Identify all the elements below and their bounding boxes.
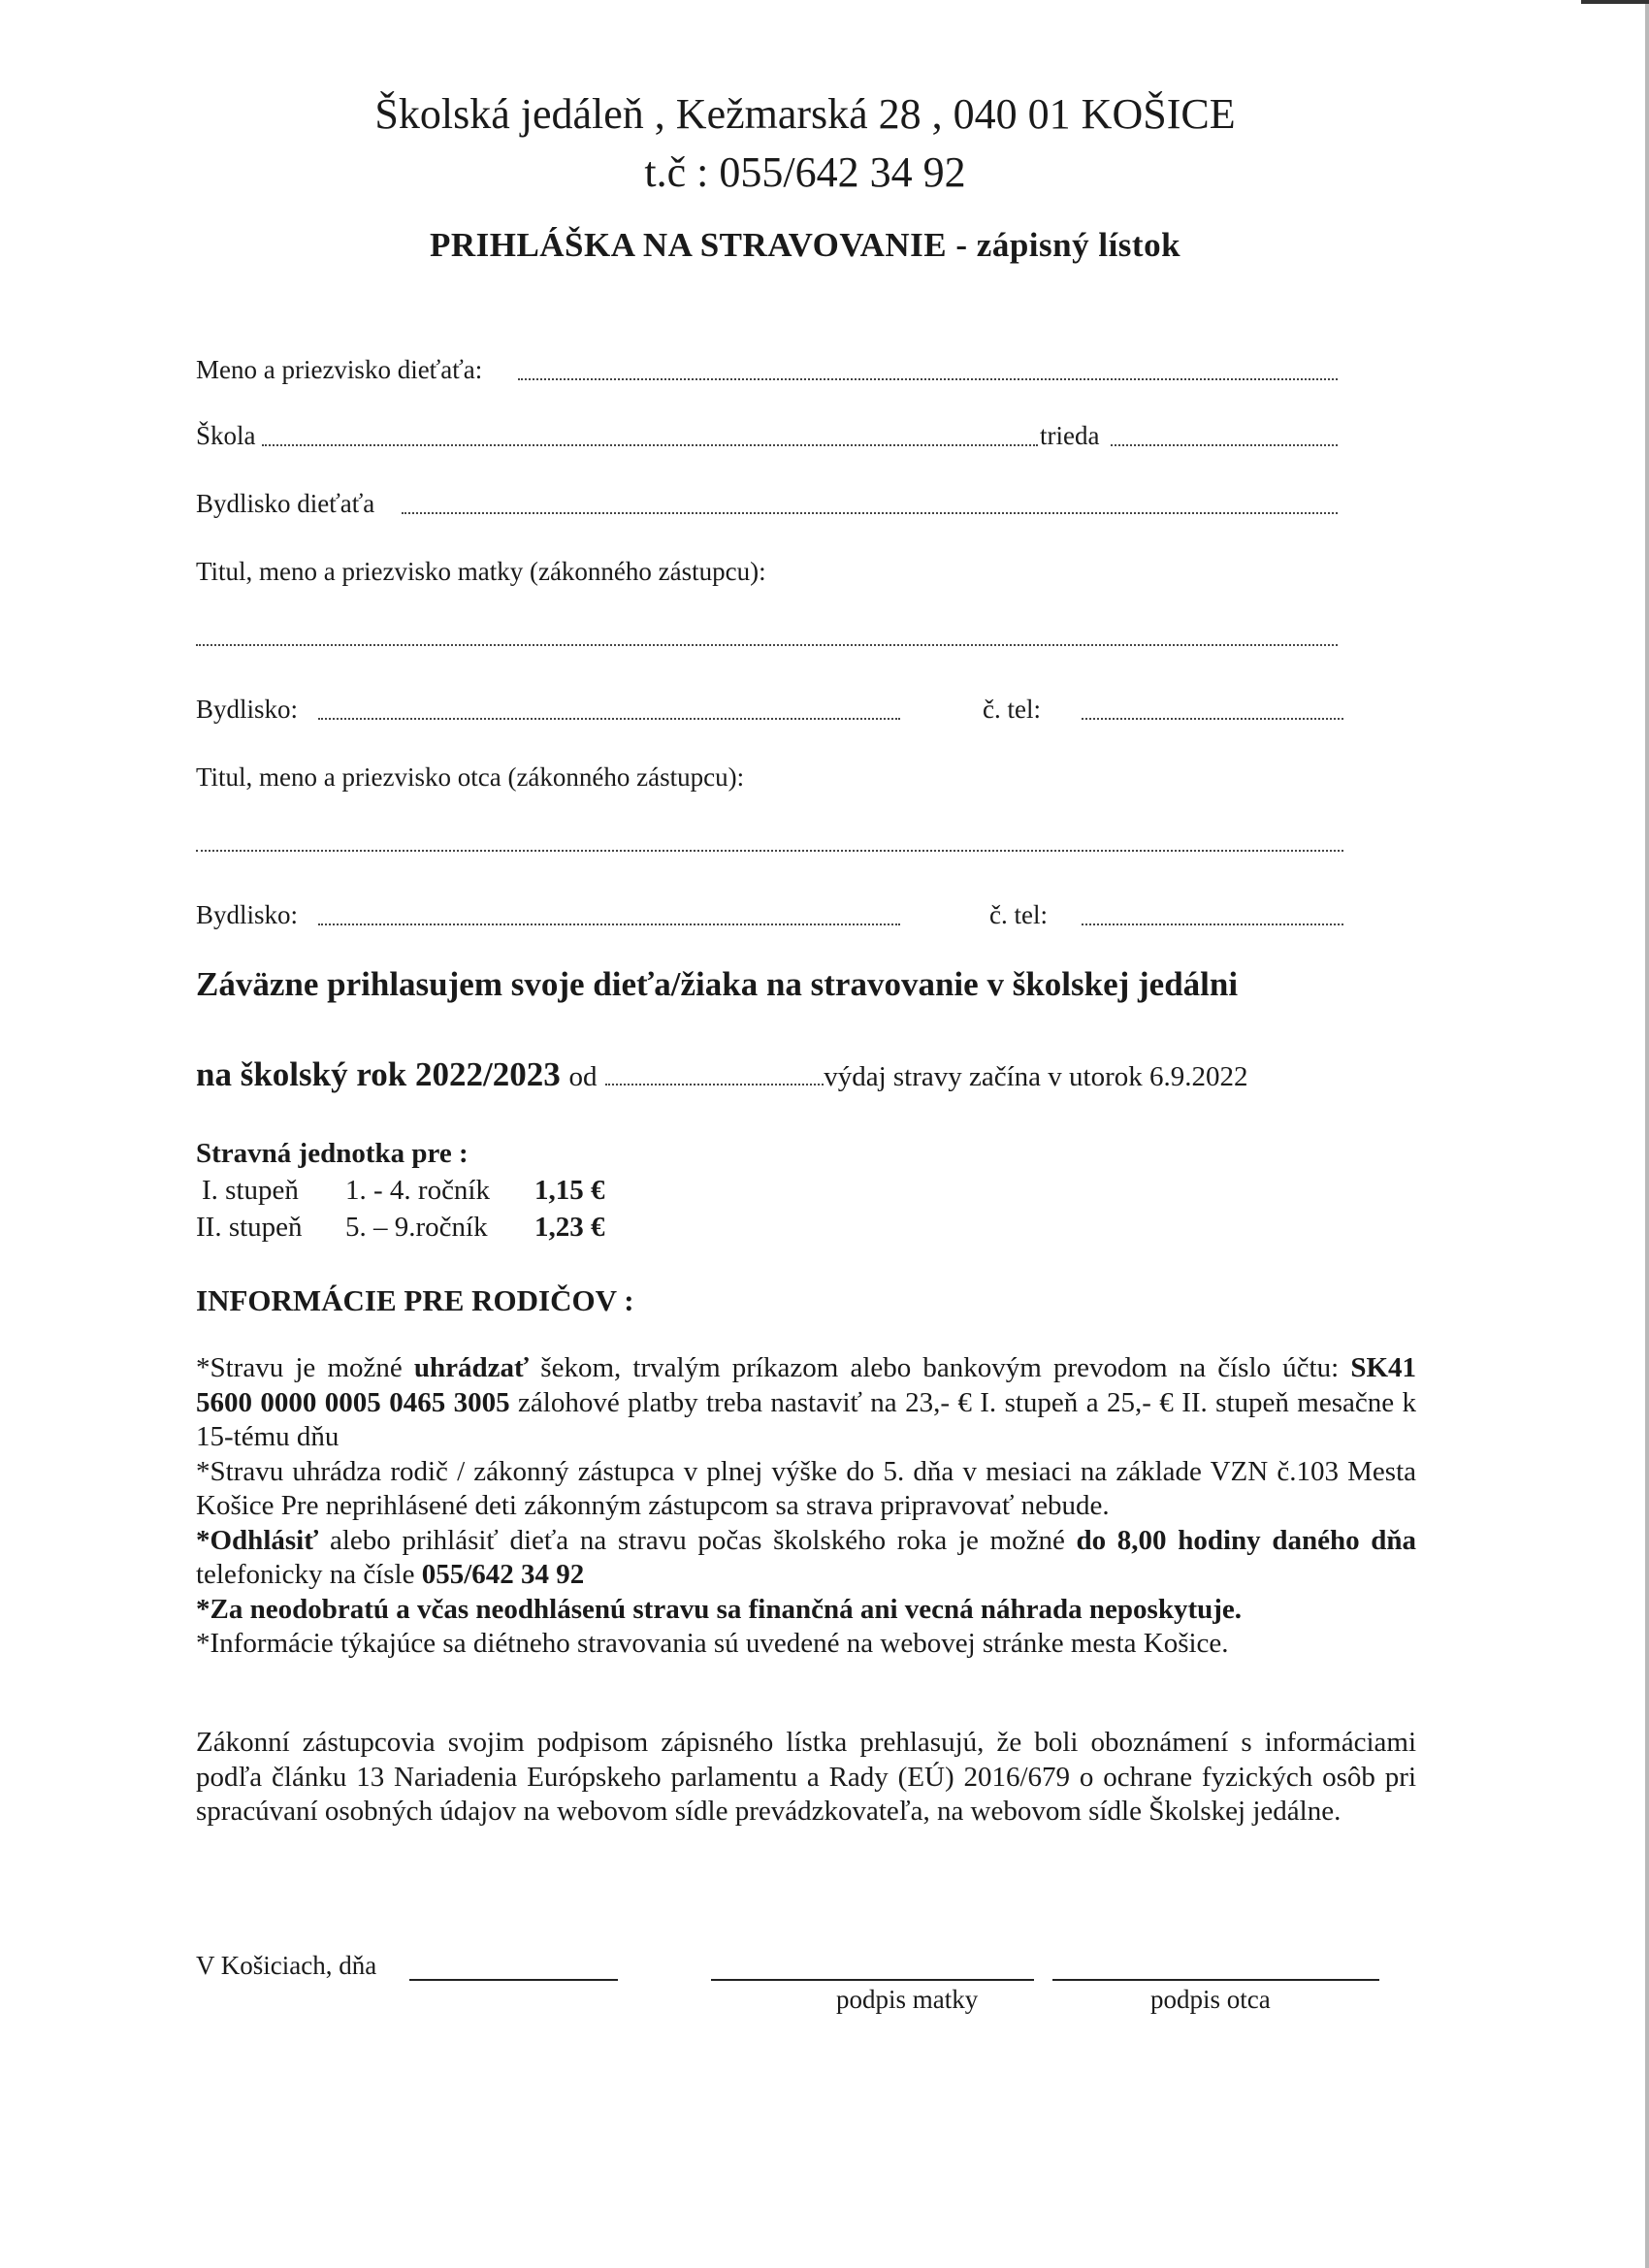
mother-name-input[interactable] bbox=[196, 644, 1338, 646]
class-input[interactable] bbox=[1111, 444, 1338, 446]
declaration-line1: Záväzne prihlasujem svoje dieťa/žiaka na stravovanie v školskej jedálni bbox=[196, 965, 1239, 1003]
class-label: trieda bbox=[1040, 421, 1100, 450]
mother-phone-label: č. tel: bbox=[983, 695, 1041, 724]
father-name-input[interactable] bbox=[196, 850, 1343, 852]
father-phone-input[interactable] bbox=[1082, 923, 1343, 925]
meal-unit-heading: Stravná jednotka pre : bbox=[196, 1138, 469, 1169]
declaration-line2 bbox=[196, 1055, 1248, 1094]
father-signature-line[interactable] bbox=[1052, 1979, 1379, 1981]
child-name-input[interactable] bbox=[518, 378, 1338, 380]
payment-info: *Stravu je možné uhrádzať šekom, trvalým príkazom alebo bankovým prevodom na číslo účtu: SK41 5600 0000 0005 0465 3005 zálohové platby treba nastaviť na 23,- € I. stupeň a 25,- € II. stupeň mesačne k 15-tému dňu bbox=[196, 1352, 1417, 1452]
scan-mark bbox=[1581, 0, 1649, 4]
mother-address-label: Bydlisko: bbox=[196, 695, 299, 724]
form-title: PRIHLÁŠKA NA STRAVOVANIE - zápisný lístok bbox=[429, 226, 1181, 264]
institution-name: Školská jedáleň , Kežmarská 28 , 040 01 KOŠICE bbox=[374, 90, 1236, 138]
date-input[interactable] bbox=[409, 1979, 618, 1981]
info-heading: INFORMÁCIE PRE RODIČOV : bbox=[196, 1283, 634, 1317]
father-signature-label: podpis otca bbox=[1150, 1985, 1271, 2014]
mother-address-input[interactable] bbox=[318, 718, 900, 720]
diet-info: *Informácie týkajúce sa diétneho stravovania sú uvedené na webovej stránke mesta Košice. bbox=[196, 1628, 1229, 1659]
meal-start-note: výdaj stravy začína v utorok 6.9.2022 bbox=[824, 1061, 1248, 1092]
place-date-label: V Košiciach, dňa bbox=[196, 1951, 377, 1980]
school-year: na školský rok 2022/2023 bbox=[196, 1055, 561, 1093]
father-name-label: Titul, meno a priezvisko otca (zákonného zástupcu): bbox=[196, 762, 745, 792]
child-address-label: Bydlisko dieťaťa bbox=[196, 489, 375, 518]
mother-name-label: Titul, meno a priezvisko matky (zákonného zástupcu): bbox=[196, 557, 766, 586]
gdpr-consent: Zákonní zástupcovia svojim podpisom zápisného lístka prehlasujú, že boli oboznámení s informáciami podľa článku 13 Nariadenia Európskeho parlamentu a Rady (EÚ) 2016/679 o ochrane fyzických osôb pri spracúvaní osobných údajov na webovom sídle prevádzkovateľa, na webovom sídle Školskej jedálne. bbox=[196, 1727, 1416, 1827]
father-address-label: Bydlisko: bbox=[196, 900, 299, 929]
start-date-input[interactable] bbox=[605, 1084, 824, 1085]
no-refund-info: *Za neodobratú a včas neodhlásenú stravu sa finančná ani vecná náhrada neposkytuje. bbox=[196, 1593, 1243, 1625]
child-name-label: Meno a priezvisko dieťaťa: bbox=[196, 355, 483, 384]
school-input[interactable] bbox=[262, 444, 1038, 446]
meal-unit-row: I. stupeň 1. - 4. ročník 1,15 € bbox=[202, 1175, 605, 1206]
from-label: od bbox=[568, 1061, 598, 1092]
school-label: Škola bbox=[196, 421, 256, 450]
child-address-input[interactable] bbox=[402, 512, 1338, 514]
scan-edge bbox=[1645, 0, 1649, 2268]
father-phone-label: č. tel: bbox=[989, 900, 1048, 929]
payment-deadline-info: *Stravu uhrádza rodič / zákonný zástupca v plnej výške do 5. dňa v mesiaci na základe VZN č.103 Mesta Košice Pre neprihlásené deti zákonným zástupcom sa strava pripravovať nebude. bbox=[196, 1455, 1416, 1521]
mother-phone-input[interactable] bbox=[1082, 718, 1343, 720]
meal-unit-block bbox=[196, 1135, 605, 1246]
meal-unit-row: II. stupeň 5. – 9.ročník 1,23 € bbox=[196, 1212, 605, 1243]
father-address-input[interactable] bbox=[318, 923, 900, 925]
mother-signature-label: podpis matky bbox=[836, 1985, 979, 2014]
info-paragraphs bbox=[196, 1351, 1416, 1662]
institution-phone: t.č : 055/642 34 92 bbox=[644, 148, 966, 196]
mother-signature-line[interactable] bbox=[711, 1979, 1034, 1981]
cancellation-info: *Odhlásiť alebo prihlásiť dieťa na stravu počas školského roka je možné do 8,00 hodiny daného dňa telefonicky na čísle 055/642 34 92 bbox=[196, 1524, 1416, 1590]
